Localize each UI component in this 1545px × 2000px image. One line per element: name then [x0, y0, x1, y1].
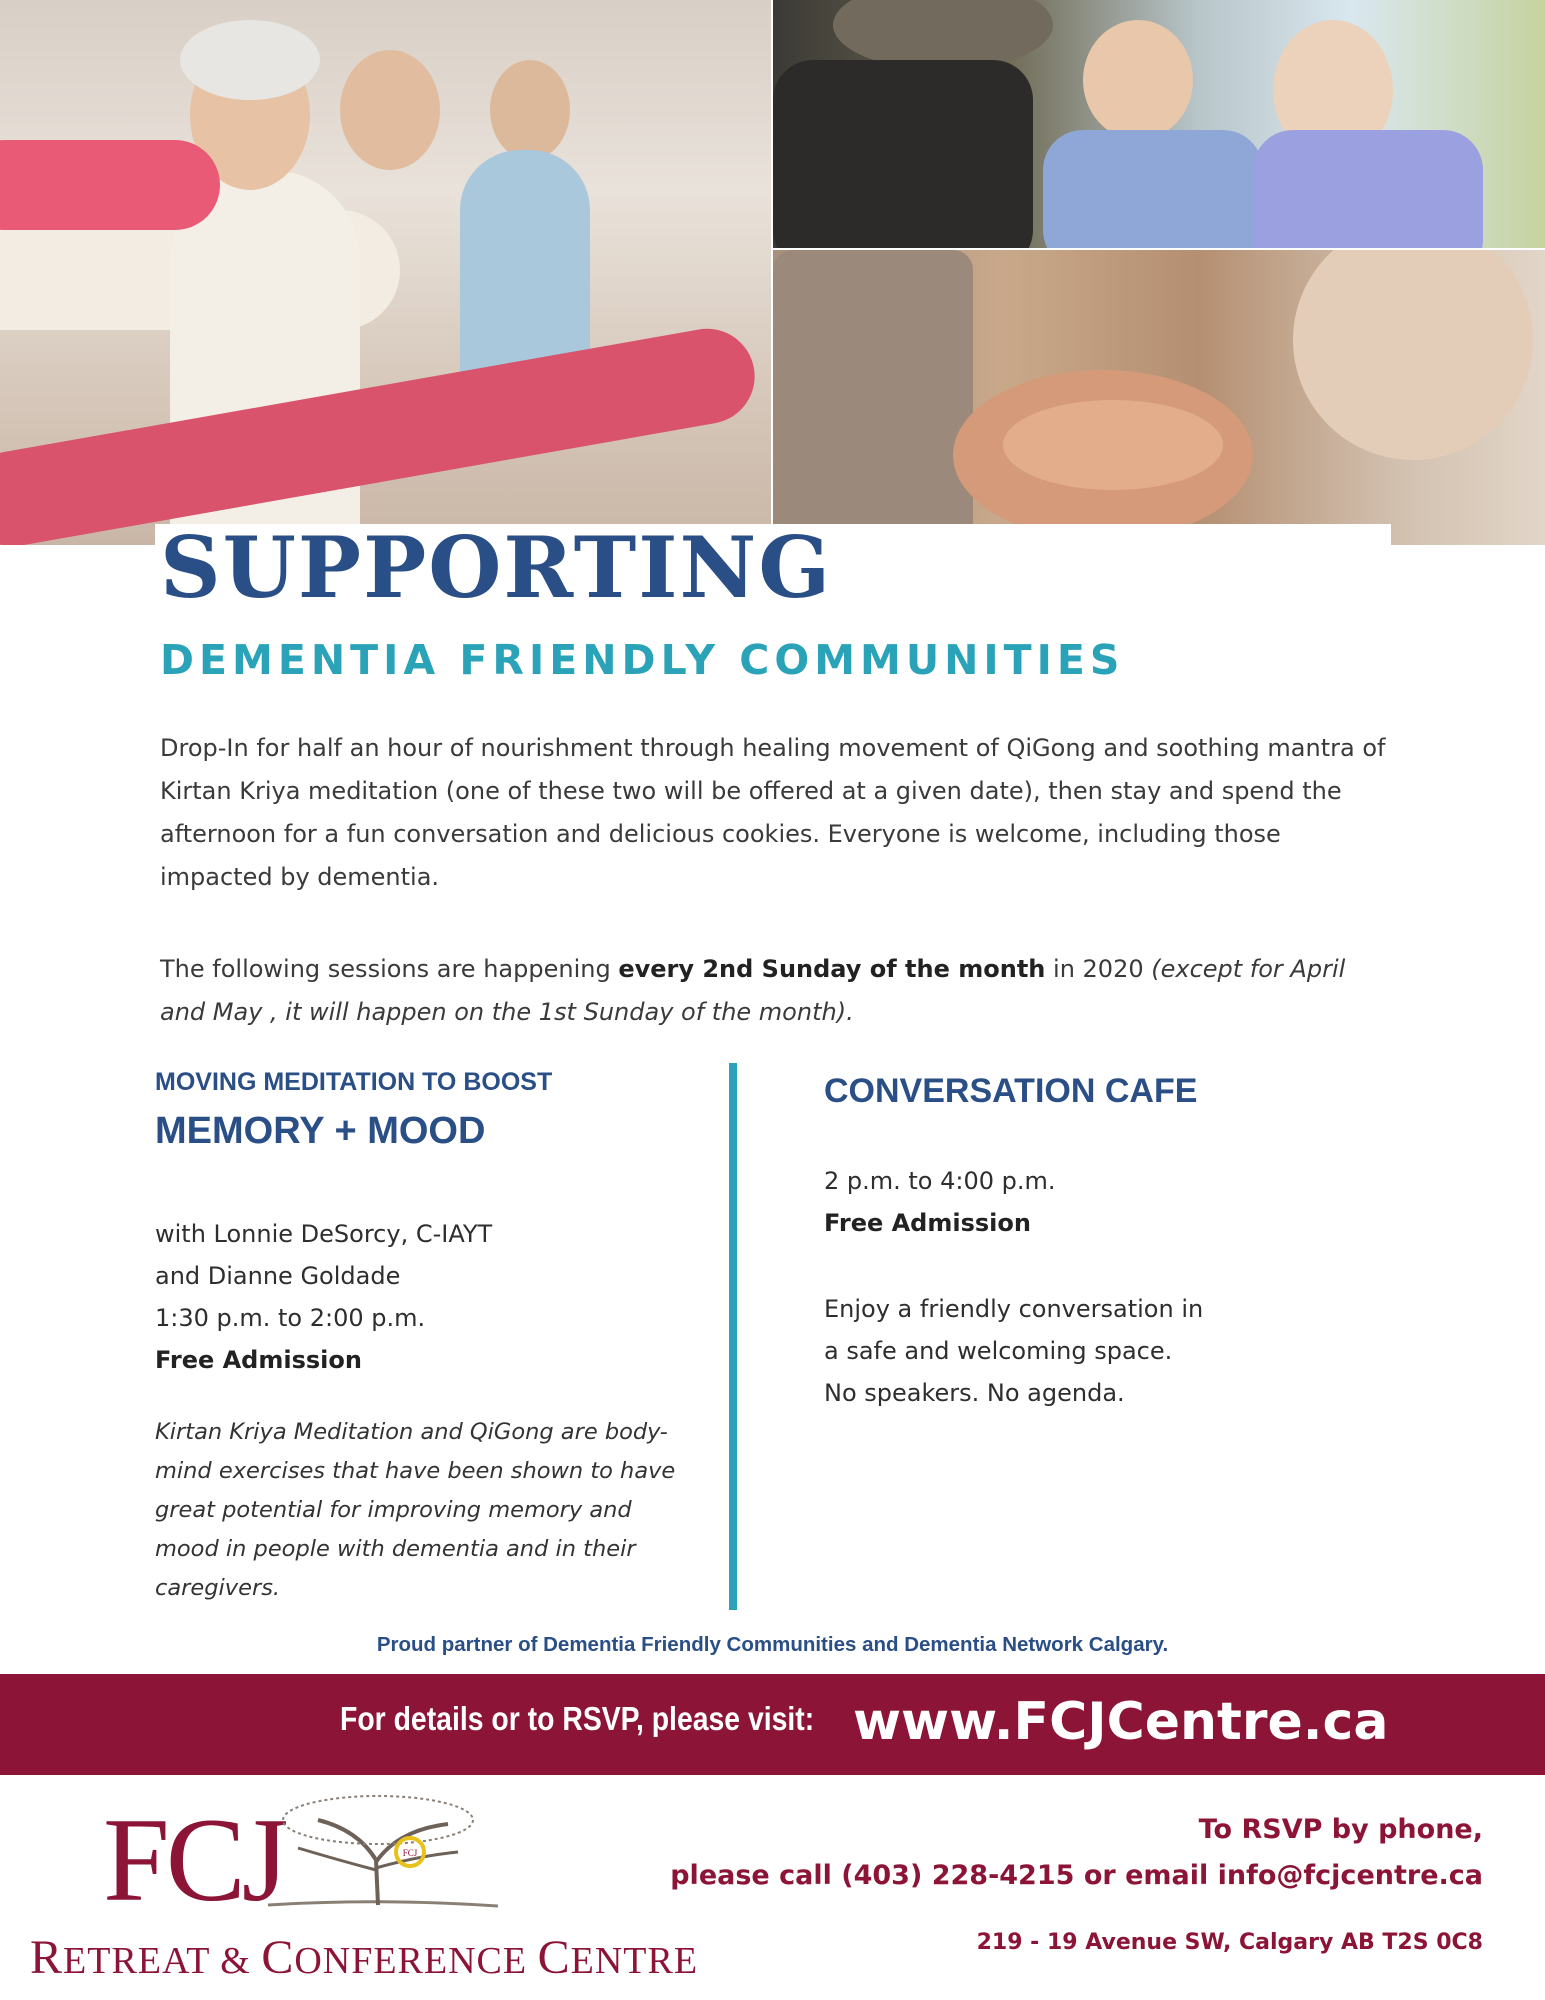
cafe-description-line: a safe and welcoming space. [824, 1337, 1173, 1365]
photo-holding-hands [773, 250, 1545, 545]
intro-paragraph: Drop-In for half an hour of nourishment through healing movement of QiGong and soothing mantra of Kirtan Kriya meditation (one of these two will be offered at a given date), then stay and spend the afternoon for a fun conversation and delicious cookies. Everyone is welcome, including those impacted by dementia. [160, 734, 1386, 891]
meditation-instructor-1: with Lonnie DeSorcy, C-IAYT [155, 1220, 493, 1248]
column-divider [729, 1063, 737, 1610]
schedule-prefix: The following sessions are happening [160, 955, 619, 983]
schedule-paragraph [160, 948, 1390, 1034]
schedule-frequency: every 2nd Sunday of the month [618, 955, 1046, 983]
schedule-middle: in 2020 [1045, 955, 1152, 983]
website-link[interactable]: www.FCJCentre.ca [853, 1692, 1389, 1752]
meditation-instructor-2: and Dianne Goldade [155, 1262, 401, 1290]
street-address: 219 - 19 Avenue SW, Calgary AB T2S 0C8 [976, 1930, 1483, 1955]
cafe-admission: Free Admission [824, 1209, 1031, 1237]
photo-group-exercise [0, 0, 771, 545]
meditation-details [155, 1213, 492, 1381]
logo-seal-text: FCJ [402, 1848, 418, 1858]
rsvp-phone-label: To RSVP by phone, [1198, 1814, 1483, 1845]
subtitle: DEMENTIA FRIENDLY COMMUNITIES [160, 636, 1125, 684]
cafe-description-line: No speakers. No agenda. [824, 1379, 1125, 1407]
tree-icon [258, 1790, 508, 1920]
partner-statement: Proud partner of Dementia Friendly Communities and Dementia Network Calgary. [376, 1633, 1169, 1656]
cafe-description-line: Enjoy a friendly conversation in [824, 1295, 1204, 1323]
main-title: SUPPORTING [160, 518, 833, 617]
meditation-note: Kirtan Kriya Meditation and QiGong are body-mind exercises that have been shown to have great potential for improving memory and mood in people with dementia and in their caregivers. [155, 1419, 676, 1601]
logo-caption: RETREAT & CONFERENCE CENTRE [30, 1931, 699, 1984]
cafe-time: 2 p.m. to 4:00 p.m. [824, 1167, 1056, 1195]
cafe-description [824, 1288, 1203, 1414]
rsvp-prompt: For details or to RSVP, please visit: [340, 1700, 815, 1737]
meditation-admission: Free Admission [155, 1346, 362, 1374]
meditation-time: 1:30 p.m. to 2:00 p.m. [155, 1304, 426, 1332]
logo-letters: FCJ [103, 1793, 285, 1926]
rsvp-phone-email[interactable]: please call (403) 228-4215 or email info@fcjcentre.ca [670, 1860, 1483, 1891]
fcj-logo [30, 1790, 699, 1990]
meditation-heading: MEMORY + MOOD [155, 1110, 486, 1152]
meditation-kicker: MOVING MEDITATION TO BOOST [155, 1068, 553, 1096]
cafe-heading: CONVERSATION CAFE [824, 1072, 1198, 1110]
cafe-details [824, 1160, 1056, 1244]
photo-outdoor-companions [773, 0, 1545, 248]
schedule-exception: (except for April and May , it will happen on the 1st Sunday of the month). [160, 955, 1346, 1026]
